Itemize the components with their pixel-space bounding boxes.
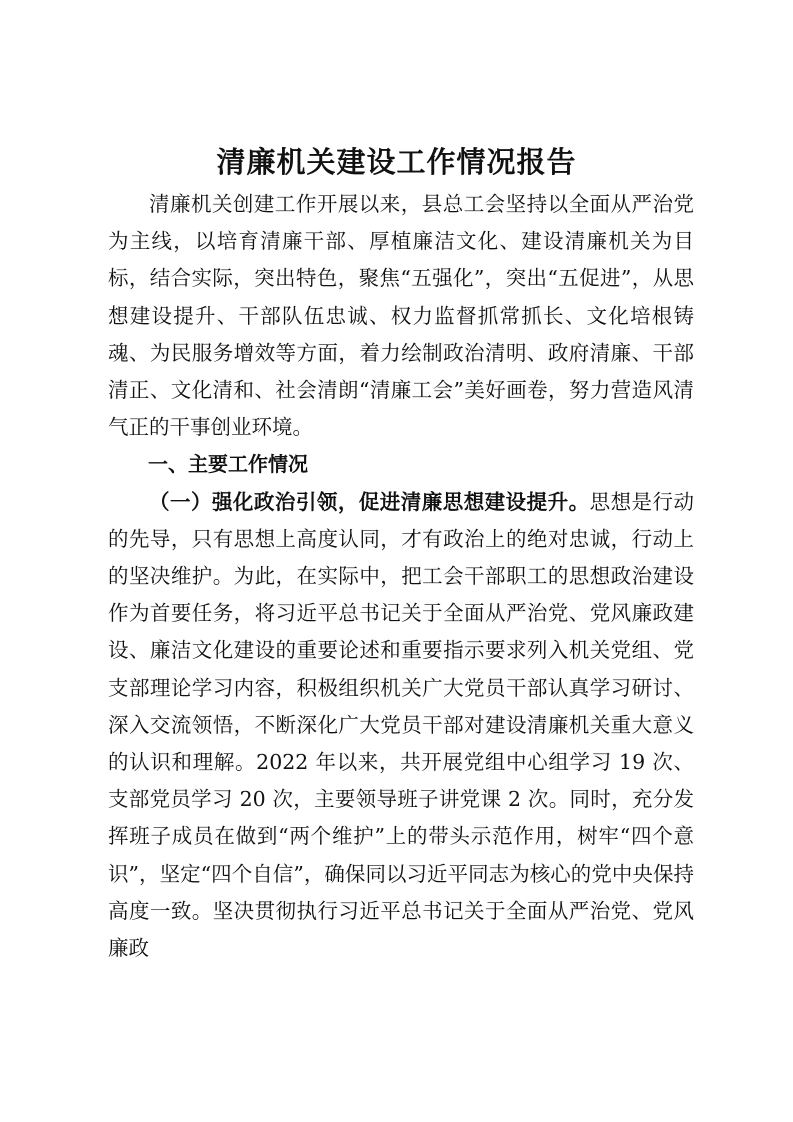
subsection-text: 思想是行动的先导，只有思想上高度认同，才有政治上的绝对忠诚，行动上的坚决维护。为此，在实际中，把工会干部职工的思想政治建设作为首要任务，将习近平总书记关于全面从严治党、党风廉政建设、廉洁文化建设的重要论述和重要指示要求列入机关党组、党支部理论学习内容，积极组织机关广大党员干部认真学习研讨、深入交流领悟，不断深化广大党员干部对建设清廉机关重大意义的认识和理解。2022 年以来，共开展党组中心组学习 19 次、支部党员学习 20 次，主要领导班子讲党课 2 次。同时，充分发挥班子成员在做到“两个维护”上的带头示范作用，树牢“四个意识”，坚定“四个自信”，确保同以习近平同志为核心的党中央保持高度一致。坚决贯彻执行习近平总书记关于全面从严治党、党风廉政 [108,489,695,961]
document-body [108,186,694,967]
intro-paragraph: 清廉机关创建工作开展以来，县总工会坚持以全面从严治党为主线，以培育清廉干部、厚植廉洁文化、建设清廉机关为目标，结合实际，突出特色，聚焦“五强化”，突出“五促进”，从思想建设提升、干部队伍忠诚、权力监督抓常抓长、文化培根铸魂、为民服务增效等方面，着力绘制政治清明、政府清廉、干部清正、文化清和、社会清朗“清廉工会”美好画卷，努力营造风清气正的干事创业环境。 [108,192,694,440]
subsection-heading: （一）强化政治引领，促进清廉思想建设提升。 [149,489,590,514]
subsection-paragraph [108,484,694,968]
section-heading: 一、主要工作情况 [148,452,308,477]
document-title: 清廉机关建设工作情况报告 [216,145,577,179]
